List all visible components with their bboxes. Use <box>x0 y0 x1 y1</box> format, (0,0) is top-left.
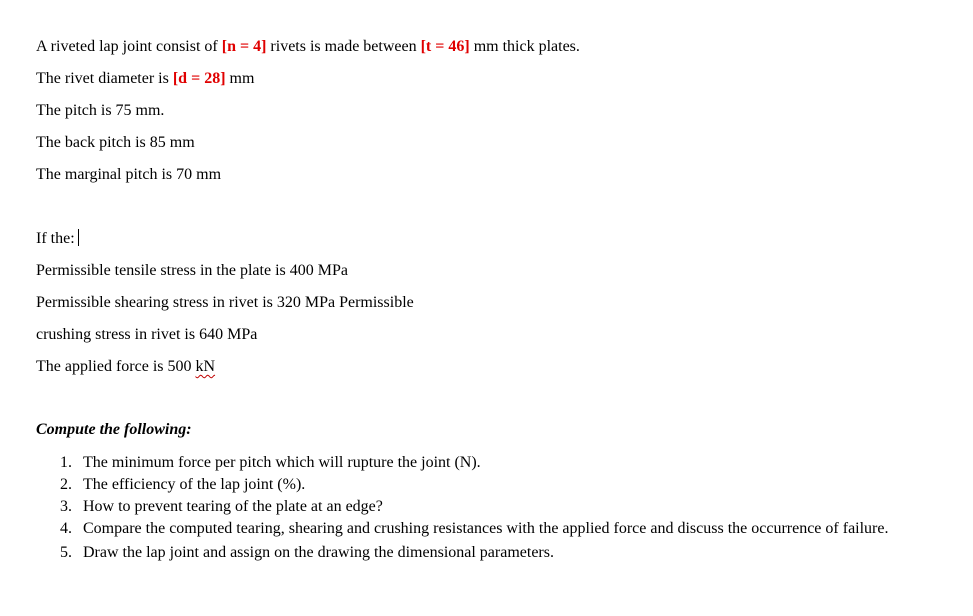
intro-text: mm thick plates. <box>469 38 580 55</box>
intro-text: The rivet diameter is <box>36 70 173 87</box>
list-item-number: 2. <box>60 476 72 493</box>
list-item-text: Draw the lap joint and assign on the drawing the dimensional parameters. <box>83 544 554 561</box>
list-item <box>60 518 940 540</box>
param-t: [t = 46] <box>420 38 470 55</box>
list-item-number: 1. <box>60 454 72 471</box>
param-d: [d = 28] <box>172 70 226 87</box>
list-item-text: The efficiency of the lap joint (%). <box>83 476 306 493</box>
list-item-number: 3. <box>60 498 72 515</box>
crushing-stress-line: crushing stress in rivet is 640 MPa <box>36 326 258 343</box>
list-item-number: 5. <box>60 544 72 561</box>
shearing-stress-line: Permissible shearing stress in rivet is 320 MPa Permissible <box>36 294 414 311</box>
text-cursor <box>78 229 79 246</box>
intro-line-rivets-plates <box>36 37 580 57</box>
list-item-number: 4. <box>60 520 72 537</box>
marginal-pitch-line: The marginal pitch is 70 mm <box>36 166 222 183</box>
list-item-text: Compare the computed tearing, shearing and crushing resistances with the applied force and discuss the occurrence of failure. <box>83 520 889 537</box>
intro-text: A riveted lap joint consist of <box>36 38 222 55</box>
applied-force-text: The applied force is 500 <box>36 358 196 375</box>
param-n: [n = 4] <box>221 38 267 55</box>
list-item <box>60 474 940 496</box>
list-item-text: How to prevent tearing of the plate at an edge? <box>83 498 383 515</box>
intro-line-diameter <box>36 69 254 89</box>
intro-text: rivets is made between <box>266 38 421 55</box>
list-item-text: The minimum force per pitch which will rupture the joint (N). <box>83 454 481 471</box>
intro-text: mm <box>225 70 255 87</box>
list-item <box>60 452 940 474</box>
if-the-line[interactable] <box>36 229 79 249</box>
back-pitch-line: The back pitch is 85 mm <box>36 134 195 151</box>
questions-heading: Compute the following: <box>36 421 192 438</box>
applied-force-unit: kN <box>195 358 216 375</box>
questions-list <box>60 452 940 564</box>
if-the-label: If the: <box>36 230 75 247</box>
tensile-stress-line: Permissible tensile stress in the plate is 400 MPa <box>36 262 348 279</box>
applied-force-line <box>36 357 215 377</box>
pitch-line: The pitch is 75 mm. <box>36 102 165 119</box>
list-item <box>60 496 940 518</box>
list-item <box>60 542 940 564</box>
